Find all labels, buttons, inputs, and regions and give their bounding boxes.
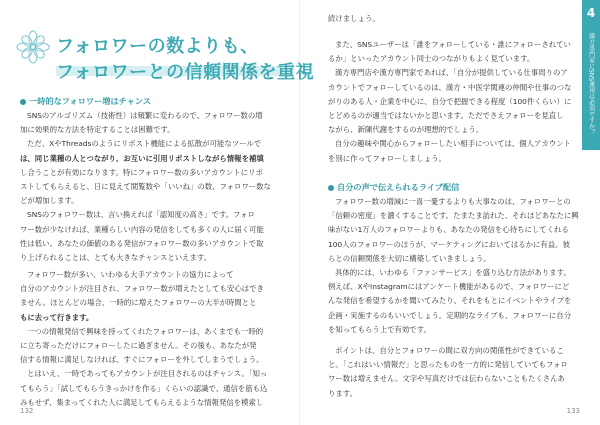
right-paragraph-2 [328,195,579,337]
text-line-emphasis: もに去って行きます。 [20,312,94,322]
right-paragraph-1 [328,38,572,166]
text-line: り上げられることは、とても大きなチャンスといえます。 [20,253,212,263]
page-number-left: 132 [20,407,34,415]
text-line: フォロワー数の増減に一喜一憂するよりも大事なのは、フォロワーとの [335,197,571,206]
section-heading-2 [328,182,459,193]
text-line: がりのある人・企業を中心に、自分で把握できる程度（100件くらい）に [328,96,572,106]
chapter-label: 漢方専門家にSNS運用は必須ですか？ [587,32,595,136]
text-line: とはいえ、一時であってもアカウントが注目されるのはチャンス。「知っ [27,369,268,379]
text-line: また、SNSユーザーは「誰をフォローしている・誰にフォローされてい [335,40,571,49]
page-number-right: 133 [566,407,580,415]
text-line: 100人のフォロワーのほうが、マーケティングにおいてはるかに有益。彼 [328,239,570,249]
page-title [16,28,315,86]
right-paragraph-3 [328,344,568,401]
text-line: 性は低い。あなたの価値のある発信がフォロワー数の多いアカウントで取 [20,238,264,248]
text-line-emphasis: は、同じ業種の人とつながり、お互いに引用リポストしながら情報を補填 [20,153,264,163]
text-line: 信する情報に満足しなければ、すぐにフォローを外してしまうでしょう。 [20,355,264,365]
text-line: ません。ほとんどの場合、一時的に増えたフォロワーの大半が時間とと [20,298,257,308]
text-line: てもらう」「試してもらうきっかけを作る」くらいの認識で、通信を筋も込 [20,383,268,393]
text-line: ながら、新陳代謝をするのが理想的でしょう。 [328,125,484,135]
left-paragraph-2 [20,268,267,410]
text-line: 自分のアカウントが注目され、フォロワー数が増えたとしても安心はでき [20,284,264,294]
section-heading-1-text: 一時的なフォロワー増はチャンス [29,96,151,106]
left-paragraph-1 [20,109,271,265]
bullet-dot-icon [328,185,334,191]
text-line: んな発信を希望するかを聞いてみたり、それをもとにイベントやライブを [328,296,572,306]
text-line: らとの信頼関係を大切に構築していきましょう。 [328,253,491,263]
text-line: カウントでフォローしているのは、漢方・中医学関連の仲間や仕事のつな [328,82,572,92]
text-line: 例えば、XやInstagramにはアンケート機能があるので、フォロワーにど [328,282,570,292]
text-line: とどめるのが適当ではないかと思います。ただでさえフォローを見直し [328,111,564,121]
section-heading-2-text: 自分の声で伝えられるライブ配信 [337,182,460,192]
title-line-1: フォロワーの数よりも、 [56,36,259,57]
text-line: と。「これはいい情報だ」と思ったものを一方的に発信していてもフォロ [328,360,568,370]
text-line: ワー数が少なければ、業種らしい内容の発信をしても多くの人に届く可能 [20,224,264,234]
text-line: るか」といったアカウント同士のつながりもよく見ています。 [328,54,535,64]
text-line: 一つの情報発信で興味を持ってくれたフォロワーは、あくまでも一時的 [27,326,264,336]
text-line: に立ち寄っただけにフォローしたに過ぎません。その後も、あなたが発 [20,341,257,351]
text-line: ります。 [328,388,357,398]
text-line: SNSのアルゴリズム（技術性）は頻繁に変わるので、フォロワー数の増 [27,111,263,120]
text-line: 自分の趣味や関心からフォローしたい相手については、個人アカウント [335,139,571,149]
right-page [300,0,600,425]
title-line-2: フォロワーとの信頼関係を重視 [56,62,315,83]
text-line: 「信頼の密度」を濃くすることです。たまたま訪れた、それほどあなたに興 [328,211,579,221]
text-line: 企画・実施するのもいいでしょう。定期的なライブも、フォロワーに自分 [328,310,572,320]
text-line: 続けましょう。 [328,14,380,23]
section-heading-1 [20,96,151,107]
flower-icon [16,30,50,64]
text-line: フォロワー数が多い、いわゆる大手アカウントの協力によって [27,270,234,279]
text-line: ストしてもらえると、日に見えて閲覧数や「いいね」の数、フォロワー数な [20,182,271,192]
text-line: 味がない1万人のフォロワーよりも、あなたの発信を心待ちにしてくれる [328,225,569,235]
text-line: ワー数は増えません。文字や写真だけでは伝わらないこともたくさんあ [328,374,565,384]
text-line: 具体的には、いわゆる「ファンサービス」を盛り込む方法があります。 [335,268,571,278]
text-line: 加に効果的な方法を特定することは困難です。 [20,125,175,135]
bullet-dot-icon [20,99,26,105]
text-line: を別に作ってフォローしましょう。 [328,153,446,163]
chapter-number: 4 [586,6,596,20]
right-paragraph-0 [328,12,380,26]
text-line: を知ってもらう上で有効です。 [328,324,431,334]
text-line: 漢方専門店や漢方専門家であれば、「自分が提供している仕事周りのア [335,68,568,78]
text-line: どが増加します。 [20,196,79,206]
chapter-tab [582,0,600,150]
text-line: SNSのフォロワー数は、言い換えれば「認知度の高さ」です。フォロ [27,210,255,220]
text-line: みもせず、集まってくれた人に満足してもらえるような情報発信を模索し [20,397,264,407]
text-line: ただ、XやThreadsのようにリポスト機能による拡散が可能なツールで [27,139,262,149]
text-line: し合うことが有効になります。特にフォロワー数の多いアカウントにリポ [20,167,263,177]
text-line: ポイントは、自分とフォロワーの間に双方向の関係性ができているこ [335,346,564,355]
